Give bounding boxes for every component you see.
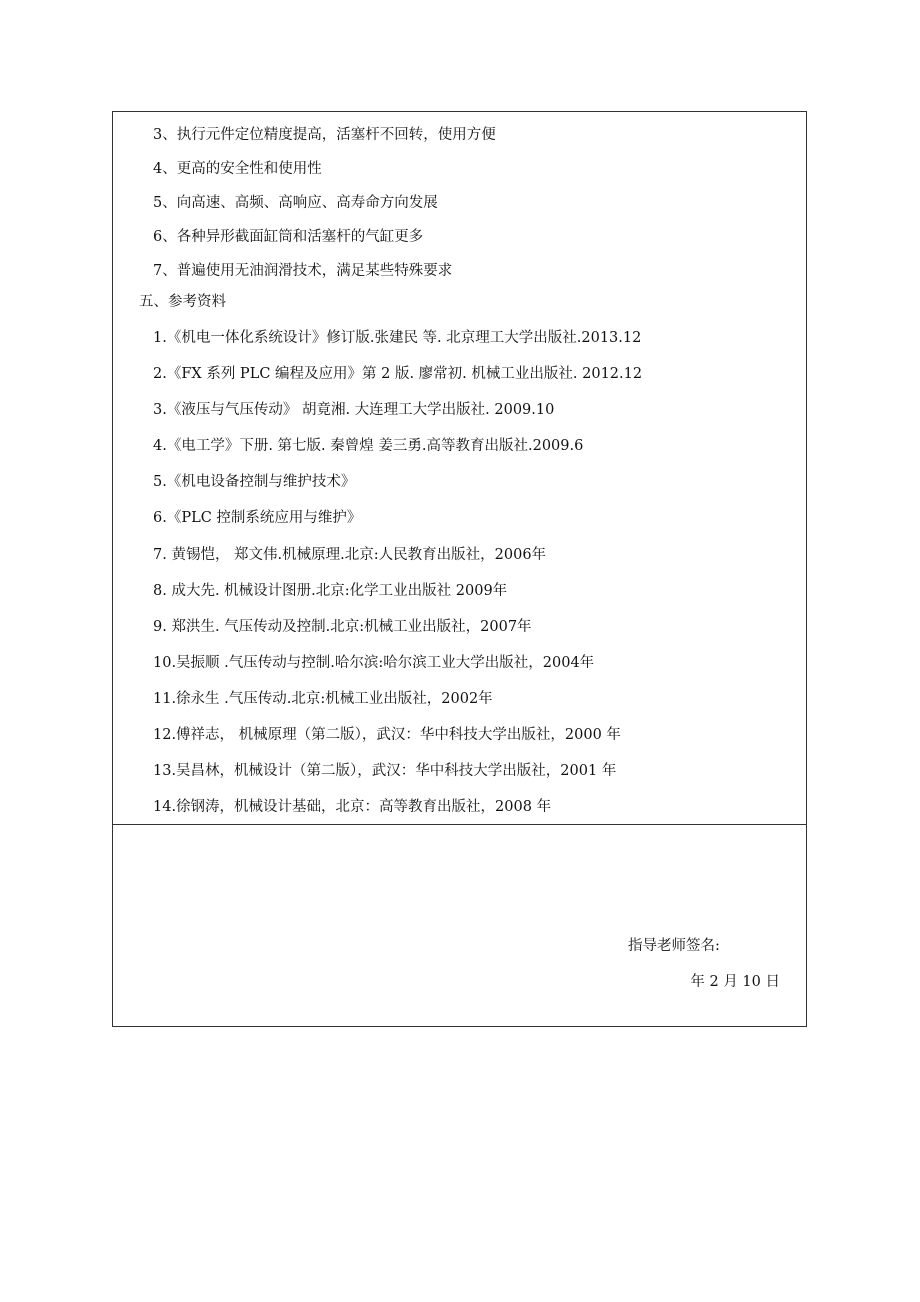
advisor-signature-label: 指导老师签名: (628, 938, 720, 954)
reference-item: 5.《机电设备控制与维护技术》 (153, 474, 356, 490)
reference-item: 1.《机电一体化系统设计》修订版.张建民 等. 北京理工大学出版社.2013.12 (153, 330, 642, 346)
document-table (112, 111, 807, 1027)
prospect-item: 6、各种异形截面缸筒和活塞杆的气缸更多 (153, 229, 424, 245)
reference-item: 3.《液压与气压传动》 胡竟湘. 大连理工大学出版社. 2009.10 (153, 402, 555, 418)
reference-item: 12.傅祥志， 机械原理（第二版），武汉：华中科技大学出版社，2000 年 (153, 727, 621, 743)
reference-item: 6.《PLC 控制系统应用与维护》 (153, 510, 362, 526)
signature-date: 年 2 月 10 日 (690, 974, 780, 990)
reference-item: 14.徐钢涛，机械设计基础，北京：高等教育出版社，2008 年 (153, 799, 552, 815)
reference-item: 10.吴振顺 .气压传动与控制.哈尔滨:哈尔滨工业大学出版社，2004年 (153, 655, 595, 671)
reference-item: 2.《FX 系列 PLC 编程及应用》第 2 版. 廖常初. 机械工业出版社. 2012.12 (153, 366, 643, 382)
references-heading: 五、参考资料 (139, 294, 226, 310)
reference-item: 4.《电工学》下册. 第七版. 秦曾煌 姜三勇.高等教育出版社.2009.6 (153, 438, 584, 454)
reference-item: 7. 黄锡恺， 郑文伟.机械原理.北京:人民教育出版社，2006年 (153, 547, 547, 563)
reference-item: 11.徐永生 .气压传动.北京:机械工业出版社，2002年 (153, 691, 493, 707)
row-divider (113, 824, 806, 825)
reference-item: 8. 成大先. 机械设计图册.北京:化学工业出版社 2009年 (153, 583, 508, 599)
prospect-item: 4、更高的安全性和使用性 (153, 161, 322, 177)
reference-item: 9. 郑洪生. 气压传动及控制.北京:机械工业出版社，2007年 (153, 619, 532, 635)
prospect-item: 7、普遍使用无油润滑技术，满足某些特殊要求 (153, 263, 453, 279)
prospect-item: 3、执行元件定位精度提高，活塞杆不回转，使用方便 (153, 127, 496, 143)
prospect-item: 5、向高速、高频、高响应、高寿命方向发展 (153, 195, 438, 211)
reference-item: 13.吴昌林，机械设计（第二版），武汉：华中科技大学出版社，2001 年 (153, 763, 617, 779)
